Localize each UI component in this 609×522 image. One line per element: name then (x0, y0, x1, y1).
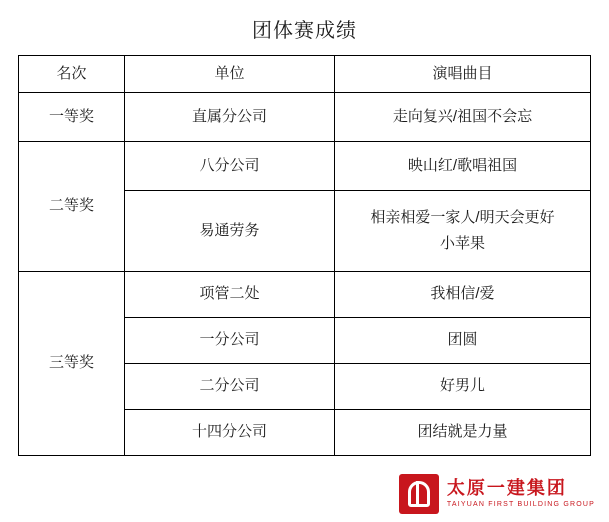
cell-song (335, 191, 591, 272)
logo-name-en: TAIYUAN FIRST BUILDING GROUP (446, 501, 595, 509)
cell-unit: 十四分公司 (125, 410, 335, 456)
cell-song-line-1: 相亲相爱一家人/明天会更好 (370, 208, 555, 226)
table-row (19, 272, 591, 318)
cell-rank: 二等奖 (19, 142, 125, 272)
cell-unit: 直属分公司 (125, 93, 335, 142)
cell-unit: 易通劳务 (125, 191, 335, 272)
building-group-logo-icon (399, 474, 439, 514)
cell-unit: 八分公司 (125, 142, 335, 191)
cell-unit: 一分公司 (125, 318, 335, 364)
cell-song: 映山红/歌唱祖国 (335, 142, 591, 191)
results-table (18, 55, 591, 456)
table-row (19, 93, 591, 142)
cell-song: 好男儿 (335, 364, 591, 410)
cell-rank: 一等奖 (19, 93, 125, 142)
logo-name-cn: 太原一建集团 (446, 478, 567, 499)
cell-rank: 三等奖 (19, 272, 125, 456)
cell-song-line-2: 小苹果 (439, 235, 485, 252)
table-row (19, 142, 591, 191)
table-header-row (19, 56, 591, 93)
page-title: 团体赛成绩 (252, 20, 357, 42)
cell-unit: 二分公司 (125, 364, 335, 410)
cell-unit: 项管二处 (125, 272, 335, 318)
column-header-rank: 名次 (19, 56, 125, 93)
column-header-unit: 单位 (125, 56, 335, 93)
cell-song: 团圆 (335, 318, 591, 364)
cell-song: 团结就是力量 (335, 410, 591, 456)
cell-song: 我相信/爱 (335, 272, 591, 318)
cell-song: 走向复兴/祖国不会忘 (335, 93, 591, 142)
column-header-song: 演唱曲目 (335, 56, 591, 93)
logo-text (447, 479, 595, 508)
company-logo (399, 474, 595, 514)
